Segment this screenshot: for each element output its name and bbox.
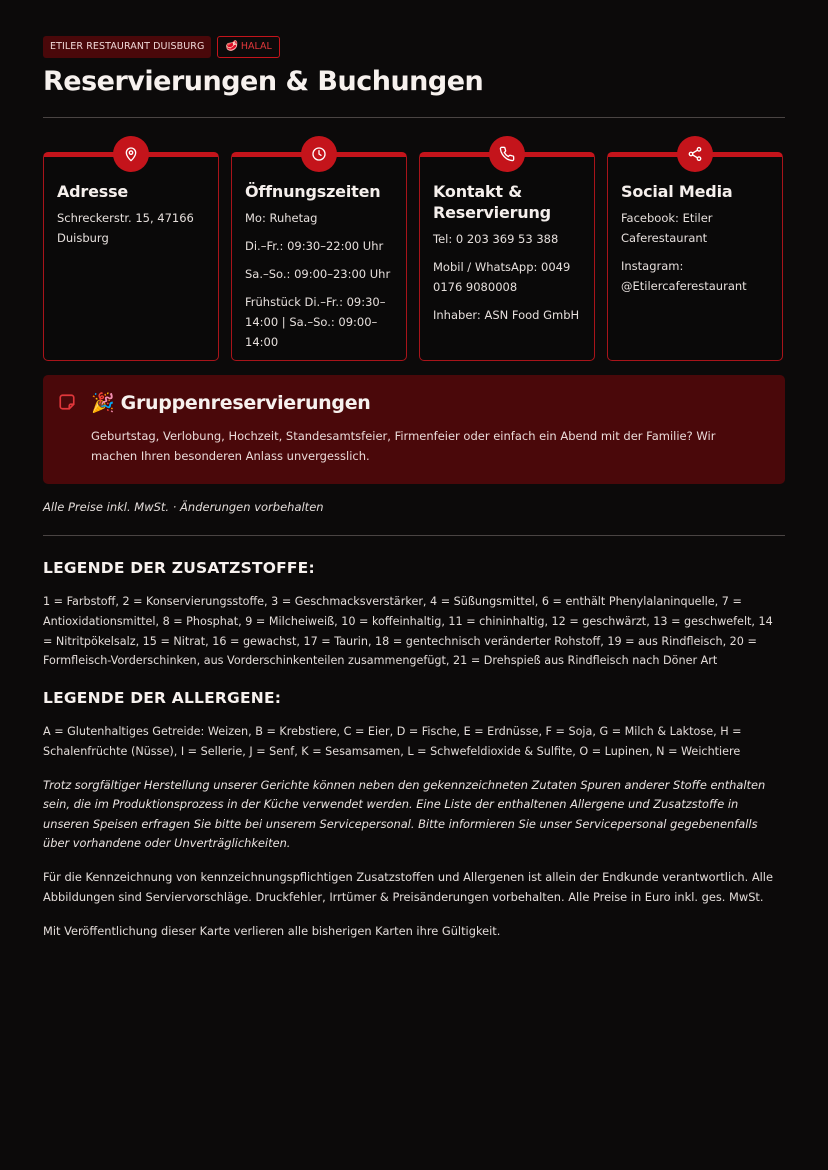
group-text: Geburtstag, Verlobung, Hochzeit, Standesamtsfeier, Firmenfeier oder einfach ein Abend mit der Familie? Wir machen Ihren besonderen Anlass unvergesslich. bbox=[91, 429, 716, 463]
badge-row bbox=[43, 35, 785, 58]
phone-number[interactable]: Tel: 0 203 369 53 388 bbox=[433, 232, 559, 246]
hours-weekdays: Di.–Fr.: 09:30–22:00 Uhr bbox=[245, 239, 384, 253]
allergens-text: A = Glutenhaltiges Getreide: Weizen, B = Krebstiere, C = Eier, D = Fische, E = Erdnüsse, F = Soja, G = Milch & Laktose, H = Schalenfrüchte (Nüsse), I = Sellerie, J = Senf, K = Sesamsamen, L = Schwefeldioxide & Sulfite, O = Lupinen, N = Weichtiere bbox=[43, 725, 742, 758]
group-reservation-panel bbox=[43, 375, 785, 484]
card-opening-hours bbox=[231, 152, 407, 361]
share-icon bbox=[677, 136, 713, 172]
card-contact bbox=[419, 152, 595, 361]
prices-note: Alle Preise inkl. MwSt. · Änderungen vorbehalten bbox=[43, 500, 324, 514]
allergens-heading: LEGENDE DER ALLERGENE: bbox=[43, 689, 282, 708]
hours-breakfast: Frühstück Di.–Fr.: 09:30–14:00 | Sa.–So.: 09:00–14:00 bbox=[245, 295, 386, 349]
page-title: Reservierungen & Buchungen bbox=[43, 66, 484, 97]
phone-icon bbox=[489, 136, 525, 172]
divider bbox=[43, 117, 785, 118]
card-title: Kontakt & Reservierung bbox=[433, 182, 551, 222]
divider bbox=[43, 535, 785, 536]
additives-text: 1 = Farbstoff, 2 = Konservierungsstoffe, 3 = Geschmacksverstärker, 4 = Süßungsmittel, 6 = enthält Phenylalaninquelle, 7 = Antioxidationsmittel, 8 = Phosphat, 9 = Milcheiweiß, 10 = koffeinhaltig, 11 = chininhaltig, 12 = geschwärzt, 13 = geschwefelt, 14 = Nitritpökelsalz, 15 = Nitrat, 16 = gewachst, 17 = Taurin, 18 = gentechnisch veränderter Rohstoff, 19 = aus Rindfleisch, 20 = Formfleisch-Vorderschinken, aus Vorderschinkenteilen zusammengefügt, 21 = Drehspieß aus Rindfleisch nach Döner Art bbox=[43, 595, 773, 668]
additives-heading: LEGENDE DER ZUSATZSTOFFE: bbox=[43, 559, 315, 577]
group-title: 🎉 Gruppenreservierungen bbox=[91, 392, 371, 414]
validity-text: Mit Veröffentlichung dieser Karte verlieren alle bisherigen Karten ihre Gültigkeit. bbox=[43, 924, 501, 939]
facebook-link[interactable]: Facebook: Etiler Caferestaurant bbox=[621, 211, 713, 245]
card-title: Social Media bbox=[621, 182, 733, 201]
page-content bbox=[43, 35, 785, 941]
halal-badge bbox=[217, 36, 279, 58]
hours-monday: Mo: Ruhetag bbox=[245, 211, 318, 225]
clock-icon bbox=[301, 136, 337, 172]
card-title: Öffnungszeiten bbox=[245, 182, 381, 201]
map-pin-icon bbox=[113, 136, 149, 172]
meat-icon: 🥩 bbox=[225, 40, 238, 52]
disclaimer-text: Trotz sorgfältiger Herstellung unserer Gerichte können neben den gekennzeichneten Zutaten Spuren anderer Stoffe enthalten sein, die im Produktionsprozess in der Küche verwendet werden. Eine Liste der enthaltenen Allergene und Zusatzstoffe in unseren Speisen erfragen Sie bitte bei unserem Servicepersonal. Bitte informieren Sie unser Servicepersonal gegebenenfalls über vorhandene oder Unverträglichkeiten. bbox=[43, 777, 766, 850]
halal-label: HALAL bbox=[240, 40, 272, 52]
sticky-note-icon bbox=[58, 393, 76, 415]
card-title: Adresse bbox=[57, 182, 129, 201]
info-cards bbox=[43, 152, 785, 361]
card-social-media bbox=[607, 152, 783, 361]
card-address bbox=[43, 152, 219, 361]
responsibility-text: Für die Kennzeichnung von kennzeichnungspflichtigen Zusatzstoffen und Allergenen ist allein der Endkunde verantwortlich. Alle Abbildungen sind Serviervorschläge. Druckfehler, Irrtümer & Preisänderungen vorbehalten. Alle Preise in Euro inkl. ges. MwSt. bbox=[43, 870, 773, 905]
address-text: Schreckerstr. 15, 47166 Duisburg bbox=[57, 211, 194, 245]
owner-text: Inhaber: ASN Food GmbH bbox=[433, 308, 580, 322]
restaurant-badge: ETILER RESTAURANT DUISBURG bbox=[43, 36, 211, 58]
mobile-whatsapp[interactable]: Mobil / WhatsApp: 0049 0176 9080008 bbox=[433, 260, 571, 294]
hours-weekend: Sa.–So.: 09:00–23:00 Uhr bbox=[245, 267, 391, 281]
instagram-link[interactable]: Instagram: @Etilercaferestaurant bbox=[621, 259, 747, 293]
